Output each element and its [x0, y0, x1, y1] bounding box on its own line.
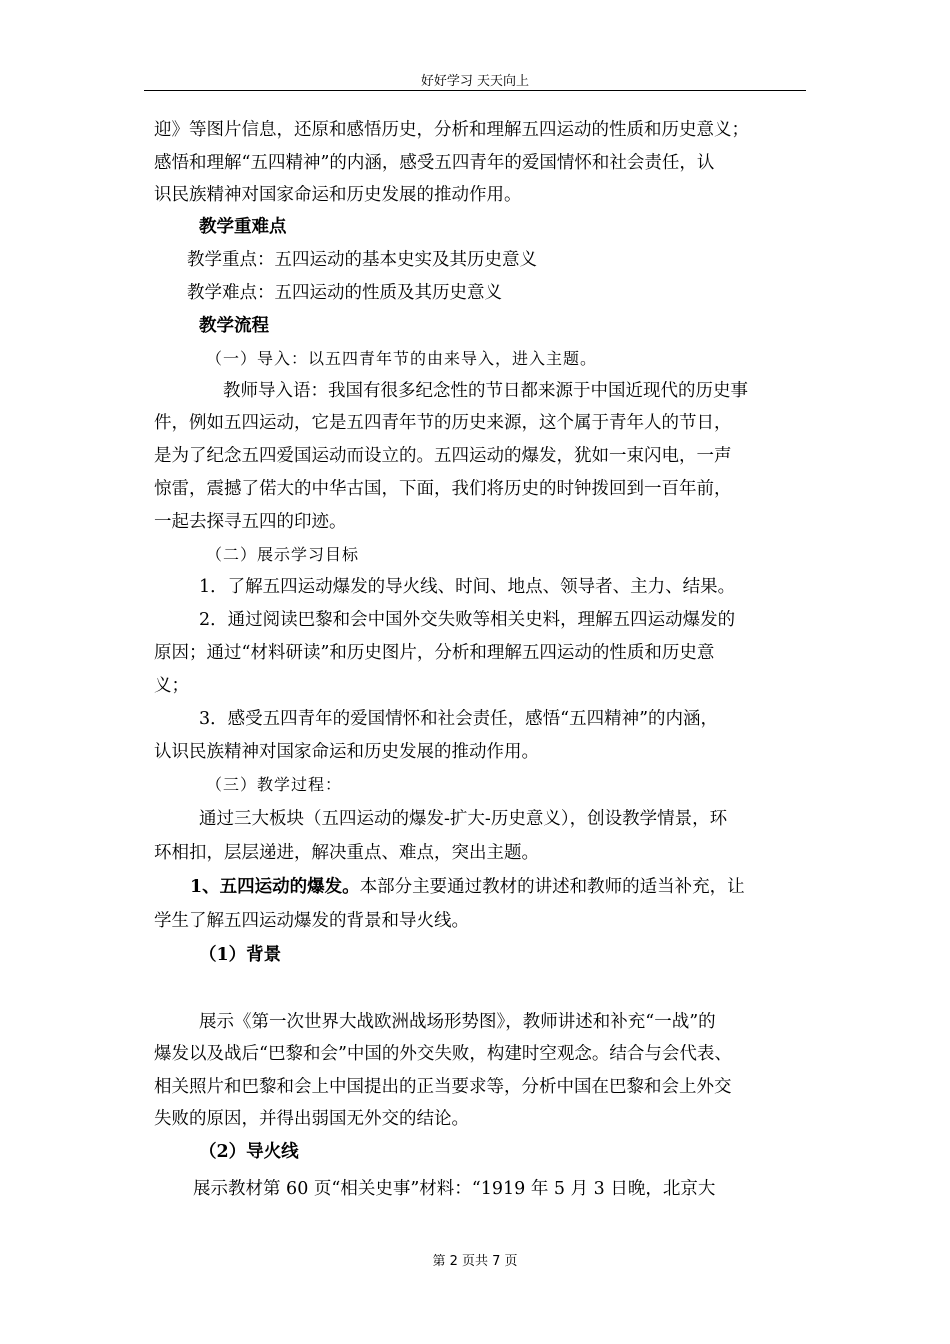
paragraph-line: 教师导入语：我国有很多纪念性的节日都来源于中国近现代的历史事	[223, 381, 748, 401]
paragraph-line: 教学重点：五四运动的基本史实及其历史意义	[187, 250, 537, 270]
page-header: 好好学习 天天向上	[420, 74, 530, 89]
header-divider	[144, 90, 806, 91]
subsection-heading: （一）导入：以五四青年节的由来导入，进入主题。	[206, 349, 598, 368]
paragraph-line: 失败的原因，并得出弱国无外交的结论。	[154, 1109, 469, 1129]
paragraph-line: 环相扣，层层递进，解决重点、难点，突出主题。	[154, 843, 539, 863]
paragraph-line: 原因；通过“材料研读”和历史图片，分析和理解五四运动的性质和历史意	[154, 643, 715, 663]
paragraph-line: 教学难点：五四运动的性质及其历史意义	[187, 283, 502, 303]
paragraph-line: 学生了解五四运动爆发的背景和导火线。	[154, 911, 469, 931]
paragraph-line: 3．感受五四青年的爱国情怀和社会责任，感悟“五四精神”的内涵，	[199, 709, 719, 729]
paragraph-line: 通过三大板块（五四运动的爆发-扩大-历史意义），创设教学情景，环	[199, 809, 728, 829]
paragraph-line	[190, 876, 745, 898]
paragraph-line: 识民族精神对国家命运和历史发展的推动作用。	[154, 185, 522, 205]
paragraph-line: 认识民族精神对国家命运和历史发展的推动作用。	[154, 742, 539, 762]
paragraph-line: 感悟和理解“五四精神”的内涵，感受五四青年的爱国情怀和社会责任，认	[154, 153, 715, 173]
paragraph-line: 1．了解五四运动爆发的导火线、时间、地点、领导者、主力、结果。	[199, 577, 736, 597]
subsection-heading: （2）导火线	[199, 1142, 299, 1162]
paragraph-line: 相关照片和巴黎和会上中国提出的正当要求等，分析中国在巴黎和会上外交	[154, 1077, 732, 1097]
paragraph-line: 展示教材第 60 页“相关史事”材料：“1919 年 5 月 3 日晚，北京大	[193, 1179, 716, 1199]
paragraph-line: 一起去探寻五四的印迹。	[154, 512, 347, 532]
paragraph-line: 展示《第一次世界大战欧洲战场形势图》，教师讲述和补充“一战”的	[199, 1012, 716, 1032]
subsection-heading: （1）背景	[199, 945, 282, 965]
paragraph-line: 是为了纪念五四爱国运动而设立的。五四运动的爆发，犹如一束闪电，一声	[154, 446, 732, 466]
paragraph-line: 义；	[154, 676, 189, 696]
subsection-heading: （三）教学过程：	[206, 775, 343, 794]
paragraph-line: 2．通过阅读巴黎和会中国外交失败等相关史料，理解五四运动爆发的	[199, 610, 736, 630]
subsection-heading: （二）展示学习目标	[206, 545, 360, 564]
paragraph-line: 惊雷，震撼了偌大的中华古国，下面，我们将历史的时钟拨回到一百年前，	[154, 479, 732, 499]
emphasis-text: 1、五四运动的爆发。	[190, 877, 360, 897]
section-heading: 教学流程	[199, 316, 269, 336]
page-footer: 第 2 页共 7 页	[432, 1254, 518, 1269]
paragraph-line: 件，例如五四运动，它是五四青年节的历史来源，这个属于青年人的节日，	[154, 413, 732, 433]
paragraph-text: 本部分主要通过教材的讲述和教师的适当补充，让	[359, 877, 745, 897]
paragraph-line: 迎》等图片信息，还原和感悟历史，分析和理解五四运动的性质和历史意义；	[154, 120, 749, 140]
section-heading: 教学重难点	[199, 217, 287, 237]
paragraph-line: 爆发以及战后“巴黎和会”中国的外交失败，构建时空观念。结合与会代表、	[154, 1044, 732, 1064]
